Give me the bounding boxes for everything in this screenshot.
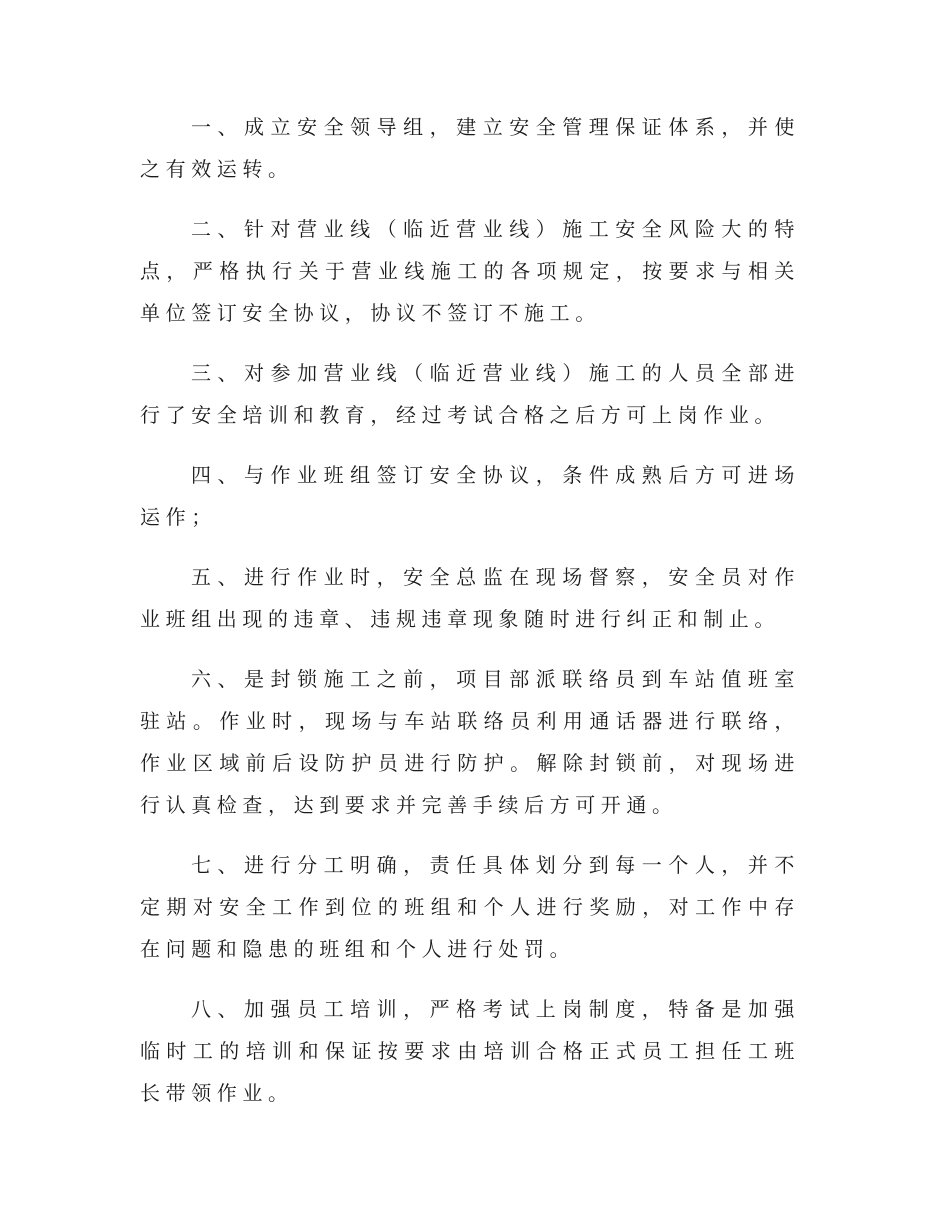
paragraph-7: 七、进行分工明确，责任具体划分到每一个人，并不定期对安全工作到位的班组和个人进行奖励，对工作中存在问题和隐患的班组和个人进行处罚。 [140,853,800,961]
paragraph-5: 五、进行作业时，安全总监在现场督察，安全员对作业班组出现的违章、违规违章现象随时进行纠正和制止。 [140,565,800,631]
paragraph-6: 六、是封锁施工之前，项目部派联络员到车站值班室驻站。作业时，现场与车站联络员利用通话器进行联络，作业区域前后设防护员进行防护。解除封锁前，对现场进行认真检查，达到要求并完善手续后方可开通。 [140,667,800,817]
document-body [140,106,800,1132]
paragraph-4: 四、与作业班组签订安全协议，条件成熟后方可进场运作； [140,463,800,529]
paragraph-8: 八、加强员工培训，严格考试上岗制度，特备是加强临时工的培训和保证按要求由培训合格正式员工担任工班长带领作业。 [140,997,800,1105]
paragraph-3: 三、对参加营业线（临近营业线）施工的人员全部进行了安全培训和教育，经过考试合格之后方可上岗作业。 [140,361,800,427]
paragraph-2: 二、针对营业线（临近营业线）施工安全风险大的特点，严格执行关于营业线施工的各项规定，按要求与相关单位签订安全协议，协议不签订不施工。 [140,217,800,325]
paragraph-1: 一、成立安全领导组，建立安全管理保证体系，并使之有效运转。 [140,115,800,181]
